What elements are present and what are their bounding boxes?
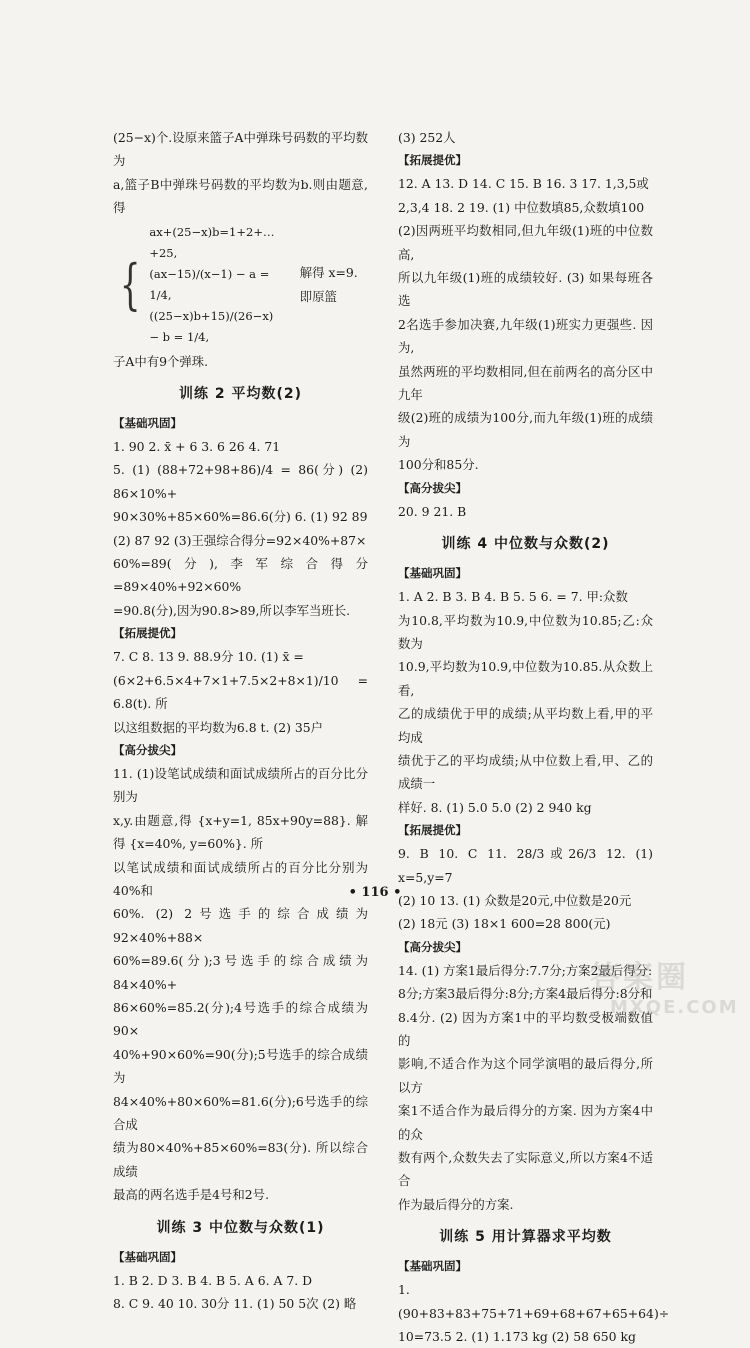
answer-line: 乙的成绩优于甲的成绩;从平均数上看,甲的平均成 [398,706,653,745]
answer-line: (6×2+6.5×4+7×1+7.5×2+8×1)/10 = 6.8(t). 所 [113,672,368,712]
answer-line: 8分;方案3最后得分:8分;方案4最后得分:8分和 [398,986,653,1002]
answer-line: 12. A 13. D 14. C 15. B 16. 3 17. 1,3,5或 [398,176,649,192]
equation-line: (ax−15)/(x−1) − a = 1/4, [149,266,270,302]
answer-line: 60%=89(分),李军综合得分=89×40%+92×60% [113,556,368,595]
section-heading: 训练 3 中位数与众数(1) [156,1219,325,1236]
answer-line: 样好. 8. (1) 5.0 5.0 (2) 2 940 kg [398,799,592,815]
answer-line: (2)因两班平均数相同,但九年级(1)班的中位数高, [398,223,653,262]
subsection-label: 【高分拔尖】 [113,742,182,757]
answer-line: (2) 10 13. (1) 众数是20元,中位数是20元 [398,892,632,908]
subsection-label: 【基础巩固】 [113,1249,182,1264]
subsection-label: 【基础巩固】 [398,566,467,581]
answer-line: 60%. (2) 2号选手的综合成绩为92×40%+88× [113,906,368,945]
answer-line: (2) 18元 (3) 18×1 600=28 800(元) [398,916,611,932]
answer-line: 86×60%=85.2(分);4号选手的综合成绩为90× [113,999,368,1039]
answer-line: 数有两个,众数失去了实际意义,所以方案4不适合 [398,1150,653,1189]
section-heading: 训练 4 中位数与众数(2) [441,536,610,553]
answer-line: 10=73.5 2. (1) 1.173 kg (2) 58 650 kg [398,1329,636,1345]
answer-line: 2名选手参加决赛,九年级(1)班实力更强些. 因为, [398,316,653,356]
watermark-text: 答案圈 [590,960,689,995]
subsection-label: 【高分拔尖】 [398,480,467,495]
answer-line: 9. B 10. C 11. 28/3或26/3 12. (1) x=5,y=7 [398,846,653,885]
right-column [398,126,670,1348]
answer-line: (2) 87 92 (3)王强综合得分=92×40%+87× [113,532,367,548]
equation-line: ((25−x)b+15)/(26−x) − b = 1/4, [149,308,274,344]
subsection-label: 【高分拔尖】 [398,939,467,954]
answer-line: 5. (1) (88+72+98+86)/4 = 86(分) (2) 86×10%+ [113,462,368,501]
answer-line: 14. (1) 方案1最后得分:7.7分;方案2最后得分: [398,962,653,978]
answer-line: 绩优于乙的平均成绩;从中位数上看,甲、乙的成绩一 [398,752,653,792]
answer-line: 最高的两名选手是4号和2号. [113,1187,270,1203]
subsection-label: 【基础巩固】 [398,1259,467,1274]
answer-line: 1. B 2. D 3. B 4. B 5. A 6. A 7. D [113,1272,313,1288]
answer-line: 作为最后得分的方案. [398,1196,514,1212]
answer-line: (3) 252人 [398,130,456,145]
answer-line: 级(2)班的成绩为100分,而九年级(1)班的成绩为 [398,410,653,449]
answer-line: 1. (90+83+83+75+71+69+68+67+65+64)÷ [398,1282,670,1321]
answer-line: 8.4分. (2) 因为方案1中的平均数受极端数值的 [398,1009,653,1048]
subsection-label: 【基础巩固】 [113,416,182,431]
equation-lines [149,222,283,348]
answer-line: 虽然两班的平均数相同,但在前两名的高分区中九年 [398,363,653,403]
answer-line: 7. C 8. 13 9. 88.9分 10. (1) x̄ = [113,649,304,665]
answer-line: x,y.由题意,得 {x+y=1, 85x+90y=88}. 解得 {x=40%, y=60%}. 所 [113,812,368,852]
answer-line: =90.8(分),因为90.8>89,所以李军当班长. [113,602,351,618]
answer-line: 1. 90 2. x̄ + 6 3. 6 26 4. 71 [113,439,281,455]
subsection-label: 【拓展提优】 [398,153,467,168]
answer-line: (25−x)个.设原来篮子A中弹珠号码数的平均数为 [113,130,368,169]
answer-line: 2,3,4 18. 2 19. (1) 中位数填85,众数填100 [398,199,645,215]
answer-line: 84×40%+80×60%=81.6(分);6号选手的综合成 [113,1093,368,1132]
answer-line: 60%=89.6(分);3号选手的综合成绩为84×40%+ [113,953,368,992]
answer-line: 绩为80×40%+85×60%=83(分). 所以综合成绩 [113,1140,368,1179]
answer-line: 为10.8,平均数为10.9,中位数为10.85;乙:众数为 [398,612,653,651]
section-heading: 训练 5 用计算器求平均数 [439,1229,612,1246]
section-heading: 训练 2 平均数(2) [178,386,303,403]
answer-line: 100分和85分. [398,457,479,473]
answer-line: 以这组数据的平均数为6.8 t. (2) 35户 [113,719,324,735]
answer-line: 案1不适合作为最后得分的方案. 因为方案4中的众 [398,1103,653,1142]
answer-line: a,篮子B中弹珠号码数的平均数为b.则由题意,得 [113,176,368,216]
left-column [113,126,368,1315]
answer-line: 10.9,平均数为10.9,中位数为10.85.从众数上看, [398,659,653,698]
answer-line: 影响,不适合作为这个同学演唱的最后得分,所以方 [398,1056,653,1095]
subsection-label: 【拓展提优】 [398,823,467,838]
answer-line: 子A中有9个弹珠. [113,353,209,369]
answer-line: 所以九年级(1)班的成绩较好. (3) 如果每班各选 [398,270,653,309]
answer-line: 11. (1)设笔试成绩和面试成绩所占的百分比分别为 [113,765,368,805]
answer-line: 1. A 2. B 3. B 4. B 5. 5 6. = 7. 甲:众数 [398,589,628,605]
answer-line: 8. C 9. 40 10. 30分 11. (1) 50 5次 (2) 略 [113,1296,357,1312]
brace-symbol: { [119,252,141,316]
page-number: • 116 • [348,885,402,900]
answer-line: 40%+90×60%=90(分);5号选手的综合成绩为 [113,1046,368,1086]
equation-line: ax+(25−x)b=1+2+…+25, [149,224,275,260]
subsection-label: 【拓展提优】 [113,626,182,641]
equation-result: 解得 x=9.即原篮 [299,265,358,304]
answer-line: 90×30%+85×60%=86.6(分) 6. (1) 92 89 [113,509,368,525]
answer-line: 以笔试成绩和面试成绩所占的百分比分别为40%和 [113,859,368,898]
watermark-site: MXQE.COM [610,997,739,1018]
answer-line: 20. 9 21. B [398,503,467,519]
watermark-logo [590,960,740,1030]
equation-system [113,222,368,348]
